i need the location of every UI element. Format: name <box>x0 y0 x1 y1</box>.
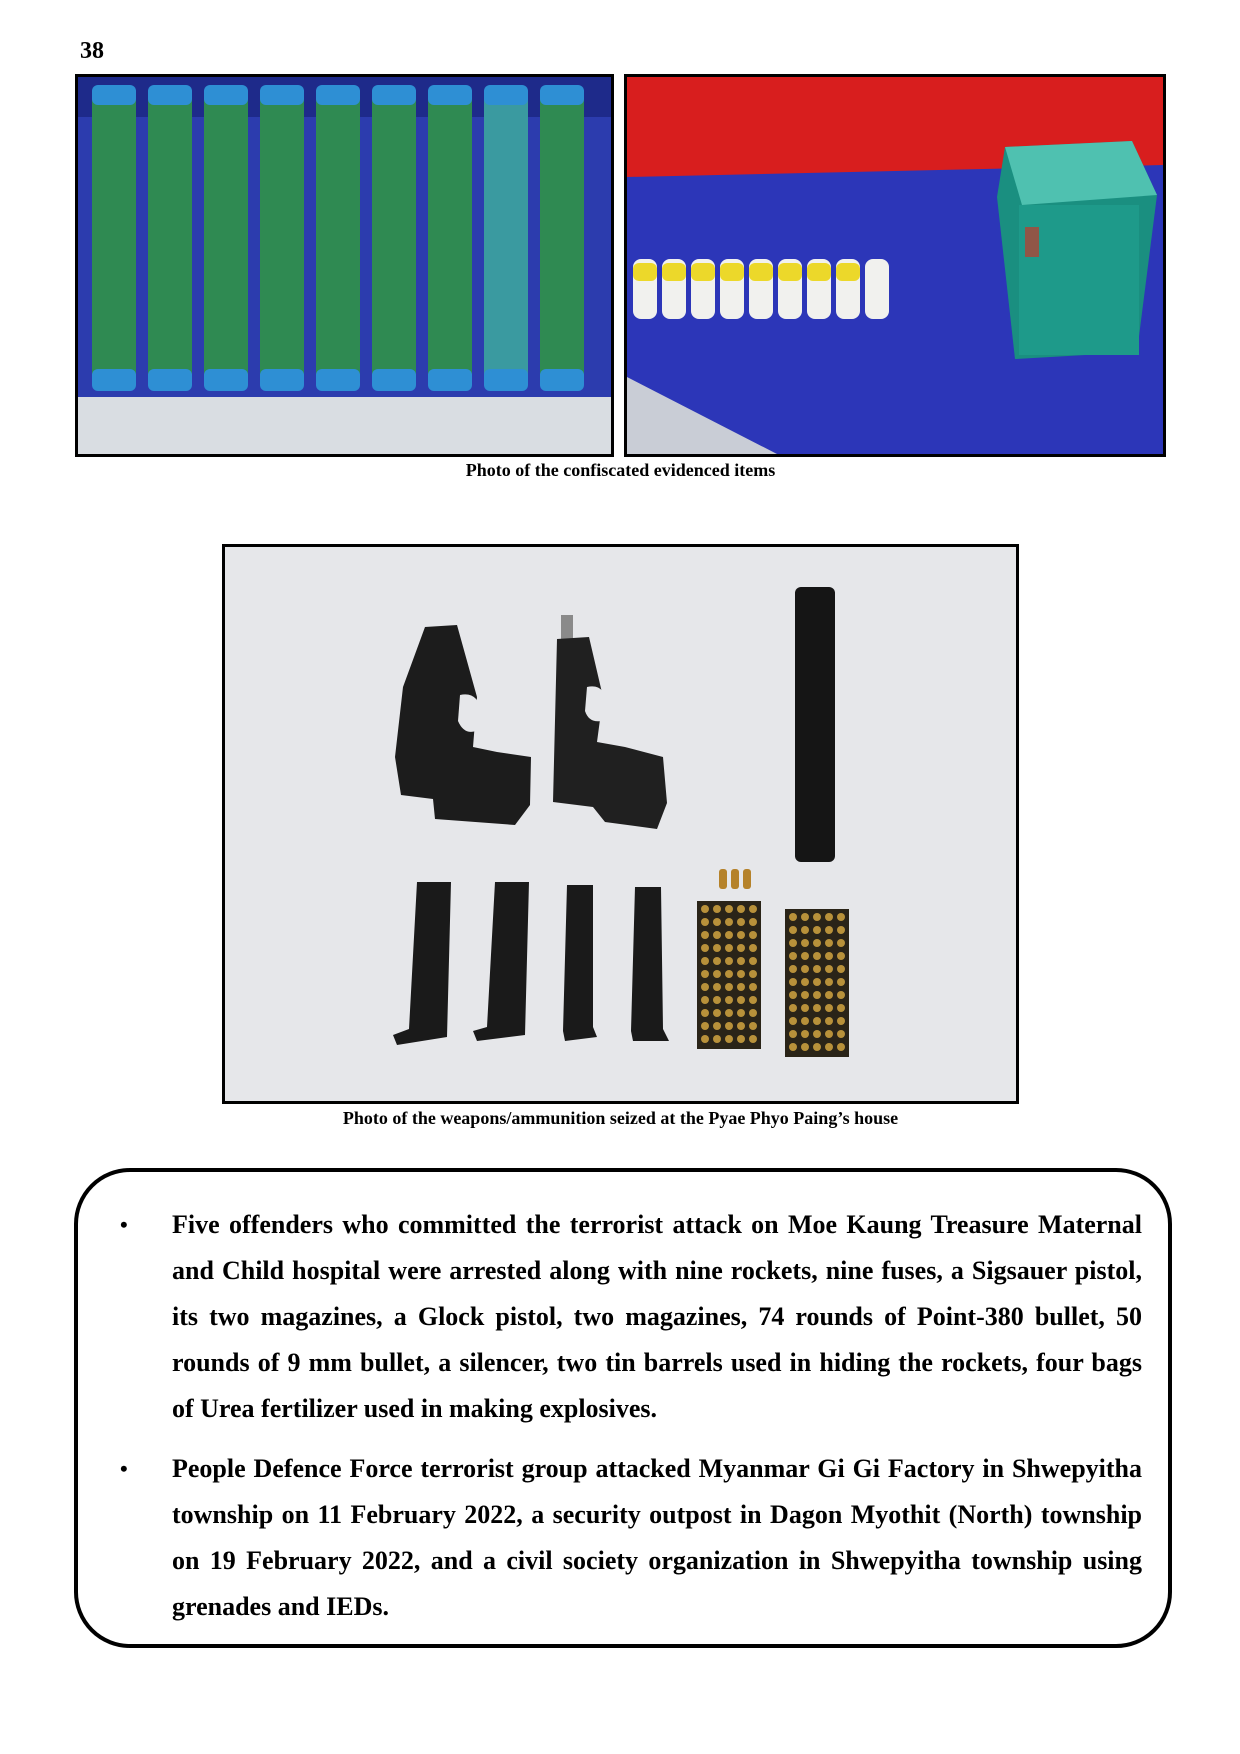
fuses-image <box>627 77 1163 454</box>
rocket-tube <box>260 85 304 391</box>
fuse <box>836 259 860 319</box>
rocket-tube <box>372 85 416 391</box>
bullet-dot: • <box>120 1212 128 1237</box>
fuse <box>807 259 831 319</box>
rockets-image <box>78 77 611 454</box>
fuse <box>720 259 744 319</box>
fuse <box>662 259 686 319</box>
bullet-list <box>108 1202 1142 1644</box>
photo-fuses <box>624 74 1166 457</box>
list-item <box>108 1446 1142 1630</box>
list-item <box>108 1202 1142 1432</box>
summary-box <box>74 1168 1172 1648</box>
silencer <box>795 587 835 862</box>
rocket-tube <box>204 85 248 391</box>
rocket-tube <box>148 85 192 391</box>
photo-weapons <box>222 544 1019 1104</box>
caption-confiscated-items: Photo of the confiscated evidenced items <box>465 460 776 480</box>
fuse <box>778 259 802 319</box>
caption-weapons-seized: Photo of the weapons/ammunition seized at the Pyae Phyo Paing’s house <box>342 1108 899 1128</box>
rocket-tube <box>316 85 360 391</box>
fuse <box>749 259 773 319</box>
fuse <box>865 259 889 319</box>
fuse <box>691 259 715 319</box>
photo-rockets <box>75 74 614 457</box>
bullet-text: People Defence Force terrorist group attacked Myanmar Gi Gi Factory in Shwepyitha township on 11 February 2022, a security outpost in Dagon Myothit (North) township on 19 February 2022, and a civil society organization in Shwepyitha township using grenades and IEDs. <box>172 1454 1142 1621</box>
weapons-image <box>225 547 1016 1101</box>
rocket-tube <box>484 85 528 391</box>
rocket-tube <box>540 85 584 391</box>
rocket-tube <box>92 85 136 391</box>
bullet-text: Five offenders who committed the terrorist attack on Moe Kaung Treasure Maternal and Child hospital were arrested along with nine rockets, nine fuses, a Sigsauer pistol, its two magazines, a Glock pistol, two magazines, 74 rounds of Point-380 bullet, 50 rounds of 9 mm bullet, a silencer, two tin barrels used in hiding the rockets, four bags of Urea fertilizer used in making explosives. <box>172 1210 1142 1423</box>
fuse <box>633 259 657 319</box>
rocket-tube <box>428 85 472 391</box>
page-number: 38 <box>80 38 104 64</box>
bullet-dot: • <box>120 1456 128 1481</box>
